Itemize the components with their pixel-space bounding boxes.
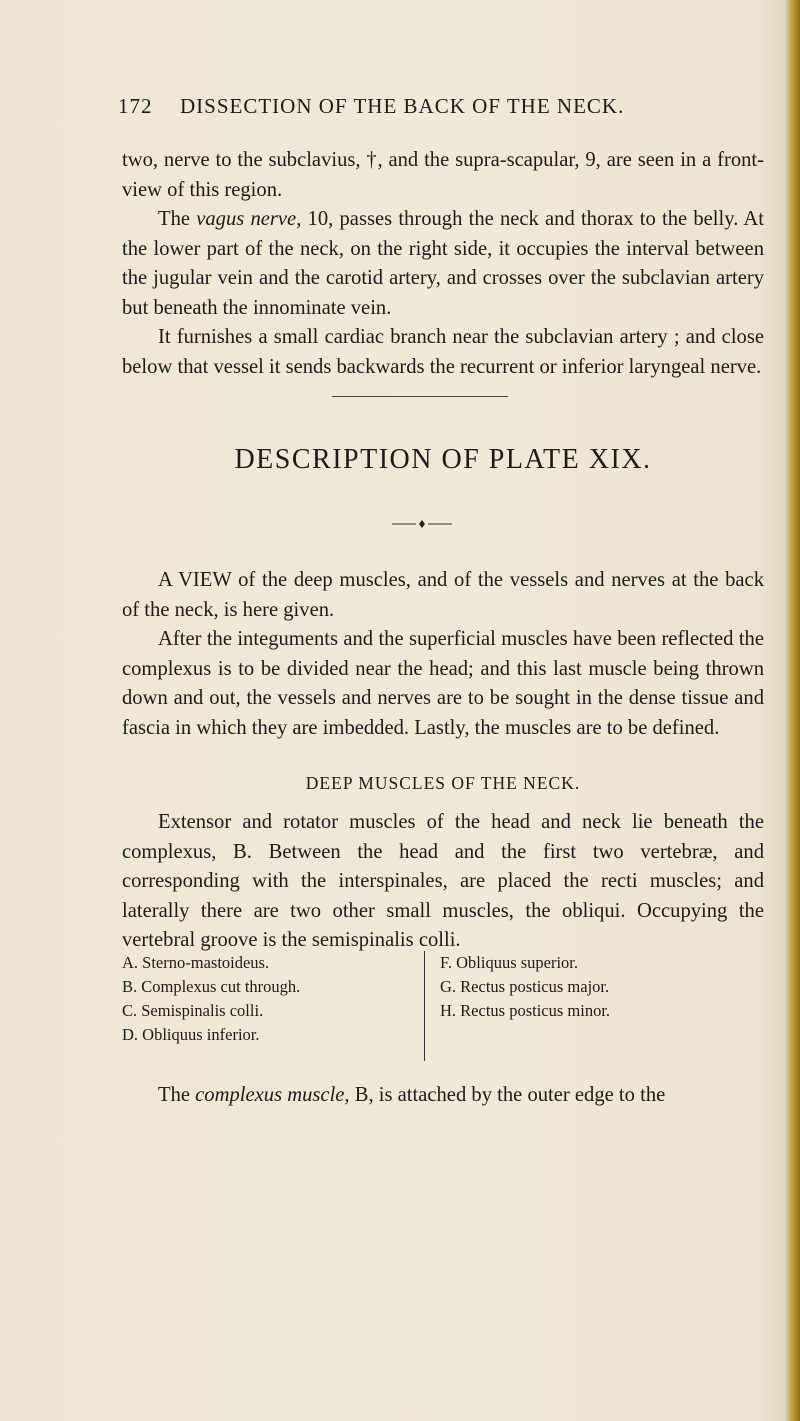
page-edge <box>786 0 800 1421</box>
text-block-vagus <box>122 146 764 382</box>
text-block-plate-description <box>122 566 764 743</box>
plate-title: DESCRIPTION OF PLATE XIX. <box>234 444 652 475</box>
paragraph: two, nerve to the subclavius, †, and the supra-scapular, 9, are seen in a front-view of this region. <box>122 149 764 201</box>
running-title: DISSECTION OF THE BACK OF THE NECK. <box>180 94 625 118</box>
paragraph-vagus-nerve: The vagus nerve, 10, passes through the neck and thorax to the belly. At the lower part of the neck, on the right side, it occupies the interval between the jugular vein and the carotid artery, and crosses over the subclavian artery but beneath the innominate vein. <box>122 208 765 319</box>
section-divider <box>332 396 508 397</box>
legend-right-column <box>440 951 610 1023</box>
legend-item: C. Semispinalis colli. <box>122 1001 264 1020</box>
paragraph: Extensor and rotator muscles of the head and neck lie beneath the complexus, B. Between the head and the first two vertebræ, and corresponding with the interspinales, are placed the recti muscles; and laterally there are two other small muscles, the obliqui. Occupying the vertebral groove is the semispinalis colli. <box>122 811 764 951</box>
legend-item: D. Obliquus inferior. <box>122 1025 260 1044</box>
italic-term: vagus nerve, <box>196 208 302 230</box>
page-number: 172 <box>118 94 153 118</box>
text-block-deep-muscles <box>122 808 764 956</box>
diamond-rule-ornament <box>392 519 452 529</box>
legend-item: G. Rectus posticus major. <box>440 977 610 996</box>
running-head <box>118 94 678 119</box>
text-block-complexus <box>122 1081 764 1111</box>
legend-left-column <box>122 951 300 1047</box>
legend-item: A. Sterno-mastoideus. <box>122 953 270 972</box>
paragraph: A VIEW of the deep muscles, and of the vessels and nerves at the back of the neck, is here given. <box>122 569 764 621</box>
italic-term: complexus muscle, <box>195 1084 350 1106</box>
paragraph: It furnishes a small cardiac branch near the subclavian artery ; and close below that vessel it sends backwards the recurrent or inferior laryngeal nerve. <box>122 326 764 378</box>
paragraph-complexus: The complexus muscle, B, is attached by the outer edge to the <box>158 1084 666 1106</box>
legend-item: B. Complexus cut through. <box>122 977 301 996</box>
paragraph: After the integuments and the superficial muscles have been reflected the complexus is to be divided near the head; and this last muscle being thrown down and out, the vessels and nerves are to be sought in the dense tissue and fascia in which they are imbedded. Lastly, the muscles are to be defined. <box>122 628 764 739</box>
legend-divider <box>424 951 425 1061</box>
legend-item: F. Obliquus superior. <box>440 953 579 972</box>
section-heading: DEEP MUSCLES OF THE NECK. <box>305 773 581 793</box>
legend-item: H. Rectus posticus minor. <box>440 1001 611 1020</box>
